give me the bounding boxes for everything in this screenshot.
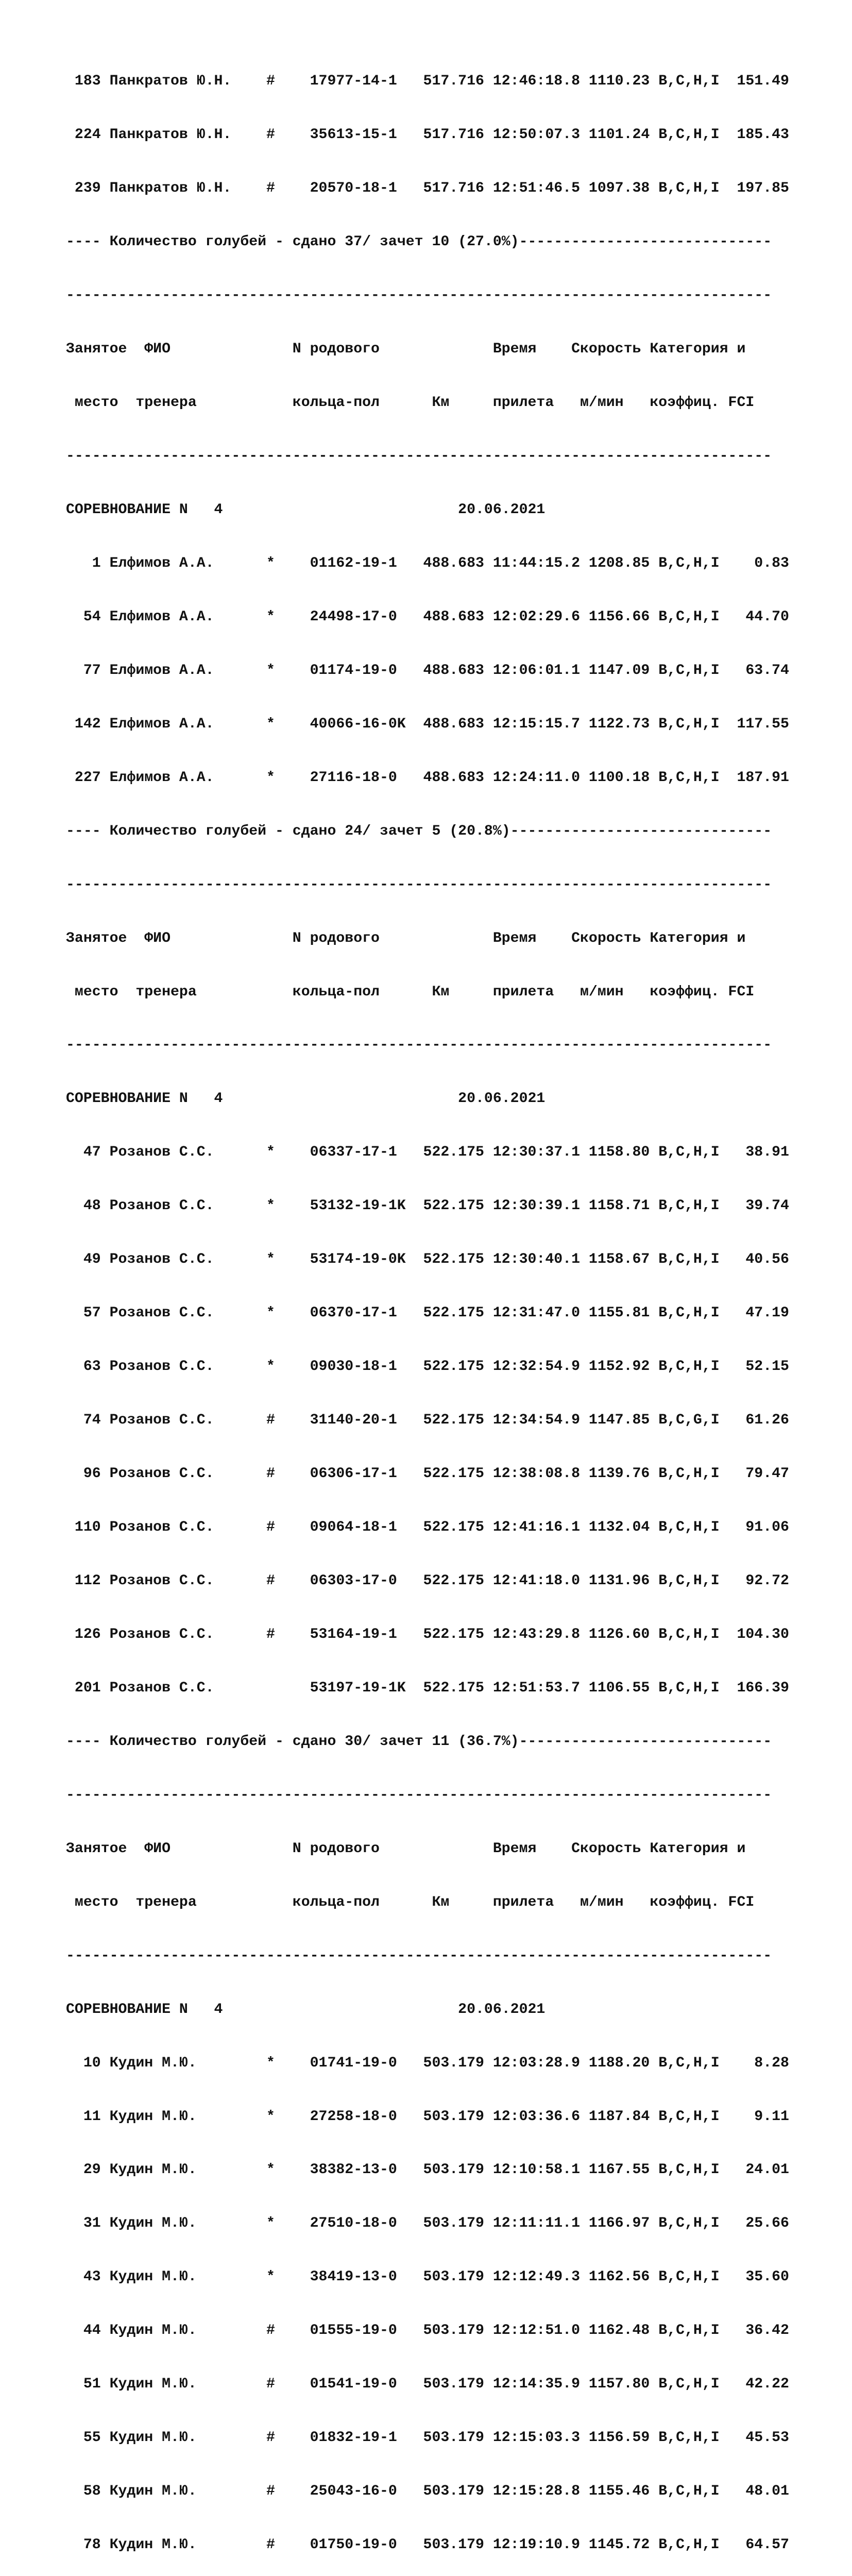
result-row: 63 Розанов С.С. * 09030-18-1 522.175 12:32:54.9 1152.92 B,C,H,I 52.15 [66,1359,789,1375]
result-row: 54 Елфимов А.А. * 24498-17-0 488.683 12:02:29.6 1156.66 B,C,H,I 44.70 [66,608,789,625]
result-row: 201 Розанов С.С. 53197-19-1K 522.175 12:51:53.7 1106.55 B,C,H,I 166.39 [66,1680,789,1696]
result-row: 55 Кудин М.Ю. # 01832-19-1 503.179 12:15:03.3 1156.59 B,C,H,I 45.53 [66,2430,789,2446]
results-printout [66,37,839,2576]
divider: --------------------------------------------------------------------------------- [66,287,772,304]
column-header-2: место тренера кольца-пол Км прилета м/мин коэффиц. FCI [66,395,755,411]
result-row: 48 Розанов С.С. * 53132-19-1K 522.175 12:30:39.1 1158.71 B,C,H,I 39.74 [66,1198,789,1214]
divider: --------------------------------------------------------------------------------- [66,448,772,464]
result-row: 112 Розанов С.С. # 06303-17-0 522.175 12:41:18.0 1131.96 B,C,H,I 92.72 [66,1573,789,1589]
result-row: 74 Розанов С.С. # 31140-20-1 522.175 12:34:54.9 1147.85 B,C,G,I 61.26 [66,1412,789,1429]
competition-header: СОРЕВНОВАНИЕ N 4 20.06.2021 [66,501,546,518]
competition-header: СОРЕВНОВАНИЕ N 4 20.06.2021 [66,2001,546,2018]
column-header-2: место тренера кольца-пол Км прилета м/мин коэффиц. FCI [66,1894,755,1910]
result-row: 224 Панкратов Ю.Н. # 35613-15-1 517.716 12:50:07.3 1101.24 B,C,H,I 185.43 [66,127,789,143]
divider: --------------------------------------------------------------------------------- [66,1787,772,1803]
result-row: 142 Елфимов А.А. * 40066-16-0K 488.683 12:15:15.7 1122.73 B,C,H,I 117.55 [66,716,789,732]
result-row: 227 Елфимов А.А. * 27116-18-0 488.683 12:24:11.0 1100.18 B,C,H,I 187.91 [66,769,789,786]
result-row: 110 Розанов С.С. # 09064-18-1 522.175 12:41:16.1 1132.04 B,C,H,I 91.06 [66,1519,789,1536]
competition-header: СОРЕВНОВАНИЕ N 4 20.06.2021 [66,1091,546,1107]
result-row: 49 Розанов С.С. * 53174-19-0K 522.175 12:30:40.1 1158.67 B,C,H,I 40.56 [66,1251,789,1268]
result-row: 10 Кудин М.Ю. * 01741-19-0 503.179 12:03:28.9 1188.20 B,C,H,I 8.28 [66,2055,789,2071]
result-row: 96 Розанов С.С. # 06306-17-1 522.175 12:38:08.8 1139.76 B,C,H,I 79.47 [66,1466,789,1482]
result-row: 29 Кудин М.Ю. * 38382-13-0 503.179 12:10:58.1 1167.55 B,C,H,I 24.01 [66,2162,789,2178]
column-header-1: Занятое ФИО N родового Время Скорость Категория и [66,341,746,358]
divider: --------------------------------------------------------------------------------- [66,1037,772,1054]
divider: --------------------------------------------------------------------------------- [66,1947,772,1964]
result-row: 31 Кудин М.Ю. * 27510-18-0 503.179 12:11:11.1 1166.97 B,C,H,I 25.66 [66,2215,789,2232]
result-row: 51 Кудин М.Ю. # 01541-19-0 503.179 12:14:35.9 1157.80 B,C,H,I 42.22 [66,2376,789,2393]
result-row: 1 Елфимов А.А. * 01162-19-1 488.683 11:44:15.2 1208.85 B,C,H,I 0.83 [66,555,789,571]
result-row: 43 Кудин М.Ю. * 38419-13-0 503.179 12:12:49.3 1162.56 B,C,H,I 35.60 [66,2269,789,2285]
result-row: 44 Кудин М.Ю. # 01555-19-0 503.179 12:12:51.0 1162.48 B,C,H,I 36.42 [66,2323,789,2339]
result-row: 78 Кудин М.Ю. # 01750-19-0 503.179 12:19:10.9 1145.72 B,C,H,I 64.57 [66,2537,789,2553]
result-row: 47 Розанов С.С. * 06337-17-1 522.175 12:30:37.1 1158.80 B,C,H,I 38.91 [66,1144,789,1161]
divider: --------------------------------------------------------------------------------- [66,876,772,893]
summary-line: ---- Количество голубей - сдано 30/ зачет 11 (36.7%)----------------------------- [66,1733,772,1750]
column-header-1: Занятое ФИО N родового Время Скорость Категория и [66,1840,746,1857]
result-row: 183 Панкратов Ю.Н. # 17977-14-1 517.716 12:46:18.8 1110.23 B,C,H,I 151.49 [66,73,789,90]
summary-line: ---- Количество голубей - сдано 24/ зачет 5 (20.8%)------------------------------ [66,823,772,839]
summary-line: ---- Количество голубей - сдано 37/ зачет 10 (27.0%)----------------------------- [66,234,772,250]
column-header-2: место тренера кольца-пол Км прилета м/мин коэффиц. FCI [66,984,755,1000]
result-row: 58 Кудин М.Ю. # 25043-16-0 503.179 12:15:28.8 1155.46 B,C,H,I 48.01 [66,2483,789,2500]
result-row: 11 Кудин М.Ю. * 27258-18-0 503.179 12:03:36.6 1187.84 B,C,H,I 9.11 [66,2108,789,2125]
result-row: 239 Панкратов Ю.Н. # 20570-18-1 517.716 12:51:46.5 1097.38 B,C,H,I 197.85 [66,180,789,197]
result-row: 77 Елфимов А.А. * 01174-19-0 488.683 12:06:01.1 1147.09 B,C,H,I 63.74 [66,662,789,679]
column-header-1: Занятое ФИО N родового Время Скорость Категория и [66,930,746,946]
result-row: 57 Розанов С.С. * 06370-17-1 522.175 12:31:47.0 1155.81 B,C,H,I 47.19 [66,1305,789,1321]
result-row: 126 Розанов С.С. # 53164-19-1 522.175 12:43:29.8 1126.60 B,C,H,I 104.30 [66,1626,789,1642]
